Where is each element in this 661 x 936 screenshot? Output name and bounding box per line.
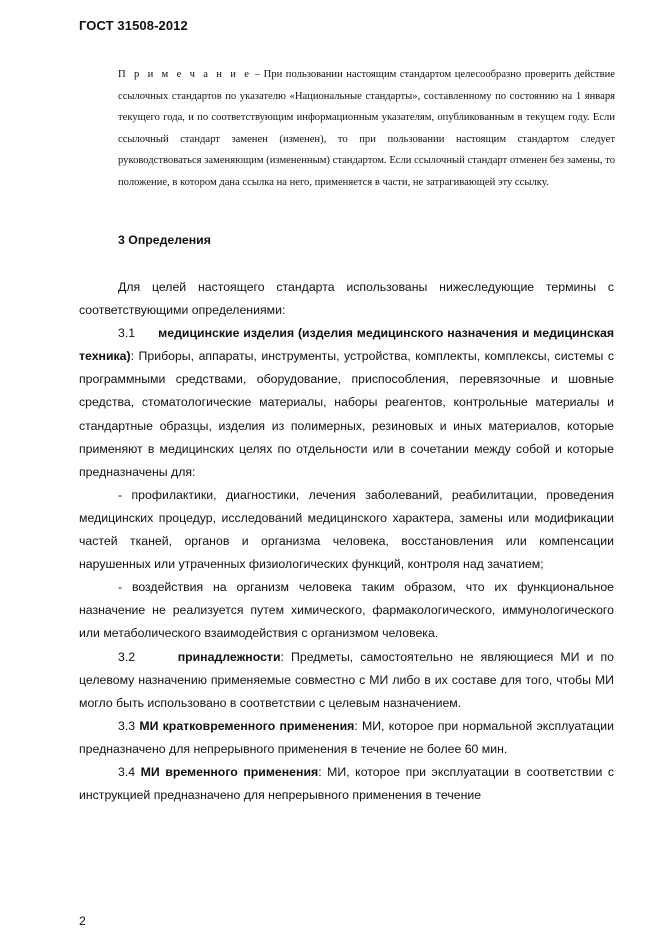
definition-number: 3.1 [118,326,136,341]
definition-number: 3.2 [118,649,136,664]
definition-term: принадлежности [177,649,281,664]
definition-term: МИ кратковременного применения [139,718,355,733]
section-title: 3 Определения [118,233,211,247]
definition-3-3 [79,715,614,761]
definition-text: : МИ, которое при эксплуатации в соответствии с инструкцией предназначено для непрерывного применения в течение [79,764,615,803]
definitions-body [79,276,614,807]
definition-term: МИ временного применения [140,764,319,779]
note-text: – При пользовании настоящим стандартом целесообразно проверить действие ссылочных стандартов по указателю «Национальные стандарты», составленному по состоянию на 1 января текущего года, и по соответствующим информационным указателям, опубликованным в текущем году. Если ссылочный стандарт заменен (изменен), то при пользовании настоящим стандартом следует руководствоваться заменяющим (измененным) стандартом. Если ссылочный стандарт отменен без замены, то положение, в котором дана ссылка на него, применяется в части, не затрагивающей эту ссылку. [118,69,616,188]
note-label: П р и м е ч а н и е [118,69,252,80]
bullet-item: - профилактики, диагностики, лечения заболеваний, реабилитации, проведения медицинских процедур, исследований медицинского характера, замены или модификации частей тканей, органов и организма человека, восстановления или компенсации нарушенных или утраченных физиологических функций, контроля над зачатием; [79,487,614,572]
document-header: ГОСТ 31508-2012 [79,18,188,33]
definition-term: медицинские изделия (изделия медицинского назначения и медицинская техника) [79,326,614,364]
definition-text: : Приборы, аппараты, инструменты, устройства, комплекты, комплексы, системы с программными средствами, оборудование, приспособления, перевязочные и шовные средства, стоматологические материалы, наборы реагентов, контрольные материалы и стандартные образцы, изделия из полимерных, резиновых и иных материалов, которые применяют в медицинских целях по отдельности или в сочетании между собой и которые предназначены для: [79,349,614,479]
intro-paragraph: Для целей настоящего стандарта использованы нижеследующие термины с соответствующими определениями: [79,280,614,318]
note-paragraph [80,64,615,194]
definition-text: : Предметы, самостоятельно не являющиеся МИ и по целевому назначению применяемые совместно с МИ либо в их составе для того, чтобы МИ могло быть использовано в соответствии с целевым назначением. [79,649,615,710]
bullet-item: - воздействия на организм человека таким образом, что их функциональное назначение не реализуется путем химического, фармакологического, иммунологического или метаболического взаимодействия с организмом человека. [79,580,614,641]
page-number: 2 [79,914,86,928]
definition-number: 3.4 [118,764,136,779]
definition-3-2 [79,646,614,715]
definition-3-4 [79,761,614,807]
definition-3-1 [79,322,614,484]
definition-number: 3.3 [118,718,136,733]
definition-text: : МИ, которое при нормальной эксплуатации предназначено для непрерывного применения в течение не более 60 мин. [79,718,614,756]
